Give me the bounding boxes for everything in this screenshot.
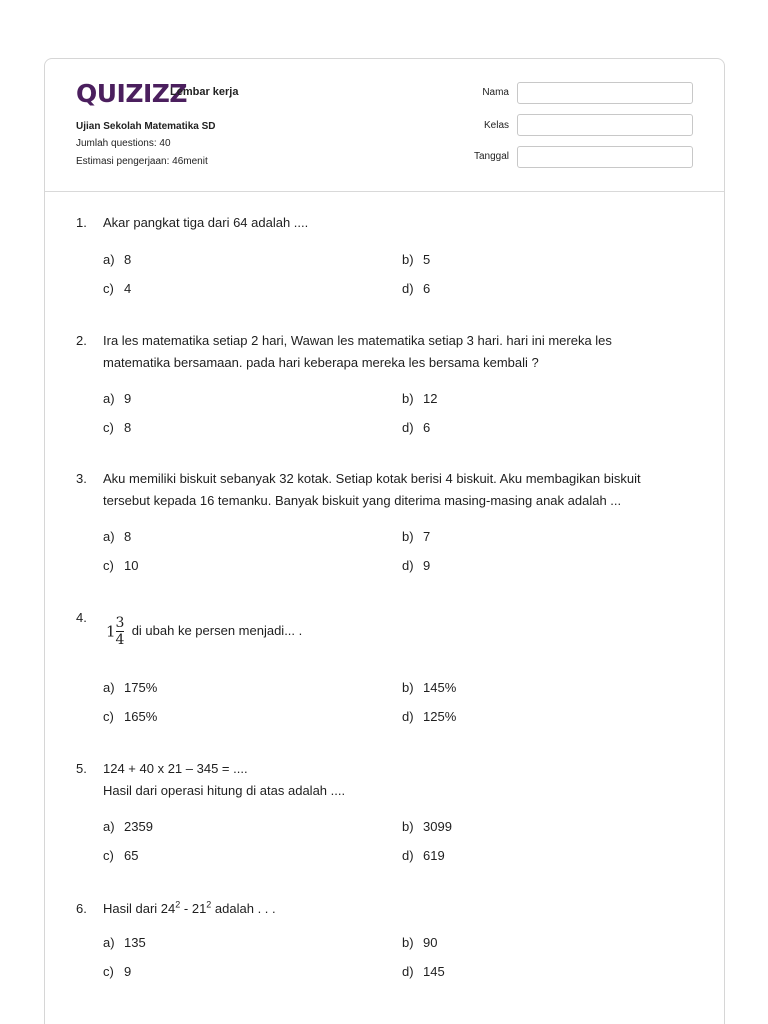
option-value: 145%: [423, 680, 457, 695]
option-d[interactable]: [402, 558, 430, 573]
option-letter: a): [103, 819, 115, 834]
question-line-1: 124 + 40 x 21 – 345 = ....: [103, 761, 248, 776]
quizizz-logo: QUIZIZZ: [76, 79, 188, 108]
question-number: 5.: [76, 761, 87, 776]
option-a[interactable]: [103, 680, 157, 695]
option-c[interactable]: [103, 964, 131, 979]
question-text: Akar pangkat tiga dari 64 adalah ....: [103, 215, 309, 230]
option-a[interactable]: [103, 252, 131, 267]
option-letter: d): [402, 281, 414, 296]
option-letter: c): [103, 558, 114, 573]
class-label: Kelas: [483, 120, 509, 131]
question-text-end: adalah . . .: [211, 901, 276, 916]
option-value: 6: [423, 281, 431, 296]
option-value: 165%: [124, 709, 158, 724]
option-value: 3099: [423, 819, 452, 834]
fraction-numerator: 3: [115, 615, 125, 631]
option-letter: a): [103, 680, 115, 695]
option-value: 12: [423, 391, 438, 406]
option-letter: a): [103, 252, 115, 267]
option-value: 9: [124, 391, 132, 406]
option-b[interactable]: [402, 252, 430, 267]
question-number: 2.: [76, 333, 87, 348]
option-value: 4: [124, 281, 132, 296]
option-letter: c): [103, 420, 114, 435]
option-value: 5: [423, 252, 431, 267]
class-field[interactable]: [517, 114, 693, 136]
option-letter: c): [103, 848, 114, 863]
option-value: 90: [423, 935, 438, 950]
question-number: 3.: [76, 471, 87, 486]
name-label: Nama: [482, 87, 509, 98]
option-letter: c): [103, 281, 114, 296]
question-text: Ira les matematika setiap 2 hari, Wawan les matematika setiap 3 hari. hari ini mereka les matematika bersamaan. pada hari keberapa mereka les bersama kembali ?: [103, 333, 612, 370]
option-letter: b): [402, 391, 414, 406]
sheet-type-label: Lembar kerja: [170, 86, 239, 98]
question-count: Jumlah questions: 40: [76, 138, 171, 149]
option-a[interactable]: [103, 819, 153, 834]
option-letter: d): [402, 420, 414, 435]
option-value: 9: [124, 964, 132, 979]
option-letter: b): [402, 819, 414, 834]
option-value: 619: [423, 848, 445, 863]
option-d[interactable]: [402, 709, 456, 724]
option-a[interactable]: [103, 935, 146, 950]
option-letter: d): [402, 848, 414, 863]
worksheet: [44, 58, 725, 1024]
exponent: 2: [206, 899, 212, 910]
option-c[interactable]: [103, 709, 157, 724]
option-b[interactable]: [402, 819, 452, 834]
option-c[interactable]: [103, 420, 131, 435]
option-value: 175%: [124, 680, 158, 695]
option-value: 8: [124, 529, 132, 544]
option-value: 145: [423, 964, 445, 979]
option-letter: c): [103, 964, 114, 979]
question-text-start: Hasil dari 24: [103, 901, 176, 916]
question-text: [106, 615, 666, 648]
option-value: 8: [124, 252, 132, 267]
option-value: 9: [423, 558, 431, 573]
option-letter: a): [103, 391, 115, 406]
option-value: 65: [124, 848, 139, 863]
option-d[interactable]: [402, 281, 430, 296]
option-d[interactable]: [402, 964, 445, 979]
option-c[interactable]: [103, 558, 138, 573]
option-letter: d): [402, 964, 414, 979]
exponent: 2: [175, 899, 181, 910]
option-value: 10: [124, 558, 139, 573]
name-field[interactable]: [517, 82, 693, 104]
option-value: 6: [423, 420, 431, 435]
question-number: 6.: [76, 901, 87, 916]
option-letter: a): [103, 935, 115, 950]
option-b[interactable]: [402, 529, 430, 544]
question-text: [103, 758, 663, 802]
worksheet-title: Ujian Sekolah Matematika SD: [76, 121, 216, 132]
fraction-denominator: 4: [115, 632, 125, 648]
question-text: [103, 898, 663, 920]
option-letter: b): [402, 252, 414, 267]
option-b[interactable]: [402, 680, 456, 695]
date-label: Tanggal: [473, 151, 509, 162]
option-a[interactable]: [103, 529, 131, 544]
question-line-2: Hasil dari operasi hitung di atas adalah ....: [103, 783, 346, 798]
option-c[interactable]: [103, 281, 131, 296]
option-a[interactable]: [103, 391, 131, 406]
option-value: 8: [124, 420, 132, 435]
fraction: [116, 615, 125, 648]
option-letter: a): [103, 529, 115, 544]
option-c[interactable]: [103, 848, 138, 863]
option-b[interactable]: [402, 935, 437, 950]
question-text: Aku memiliki biskuit sebanyak 32 kotak. Setiap kotak berisi 4 biskuit. Aku membagikan biskuit tersebut kepada 16 temanku. Banyak biskuit yang diterima masing-masing anak adalah ...: [103, 471, 641, 508]
estimated-time: Estimasi pengerjaan: 46menit: [76, 156, 208, 167]
option-value: 125%: [423, 709, 457, 724]
question-4: [76, 607, 676, 657]
option-d[interactable]: [402, 420, 430, 435]
option-letter: b): [402, 529, 414, 544]
option-letter: c): [103, 709, 114, 724]
option-letter: b): [402, 680, 414, 695]
option-value: 135: [124, 935, 146, 950]
option-value: 7: [423, 529, 431, 544]
option-letter: d): [402, 558, 414, 573]
question-text-mid: - 21: [180, 901, 207, 916]
fraction-whole: 1: [106, 622, 116, 641]
option-value: 2359: [124, 819, 153, 834]
worksheet-header: [45, 59, 724, 192]
date-field[interactable]: [517, 146, 693, 168]
option-letter: b): [402, 935, 414, 950]
question-number: 4.: [76, 610, 87, 625]
option-b[interactable]: [402, 391, 437, 406]
option-d[interactable]: [402, 848, 445, 863]
question-text-rest: di ubah ke persen menjadi... .: [131, 622, 303, 638]
option-letter: d): [402, 709, 414, 724]
question-number: 1.: [76, 215, 87, 230]
